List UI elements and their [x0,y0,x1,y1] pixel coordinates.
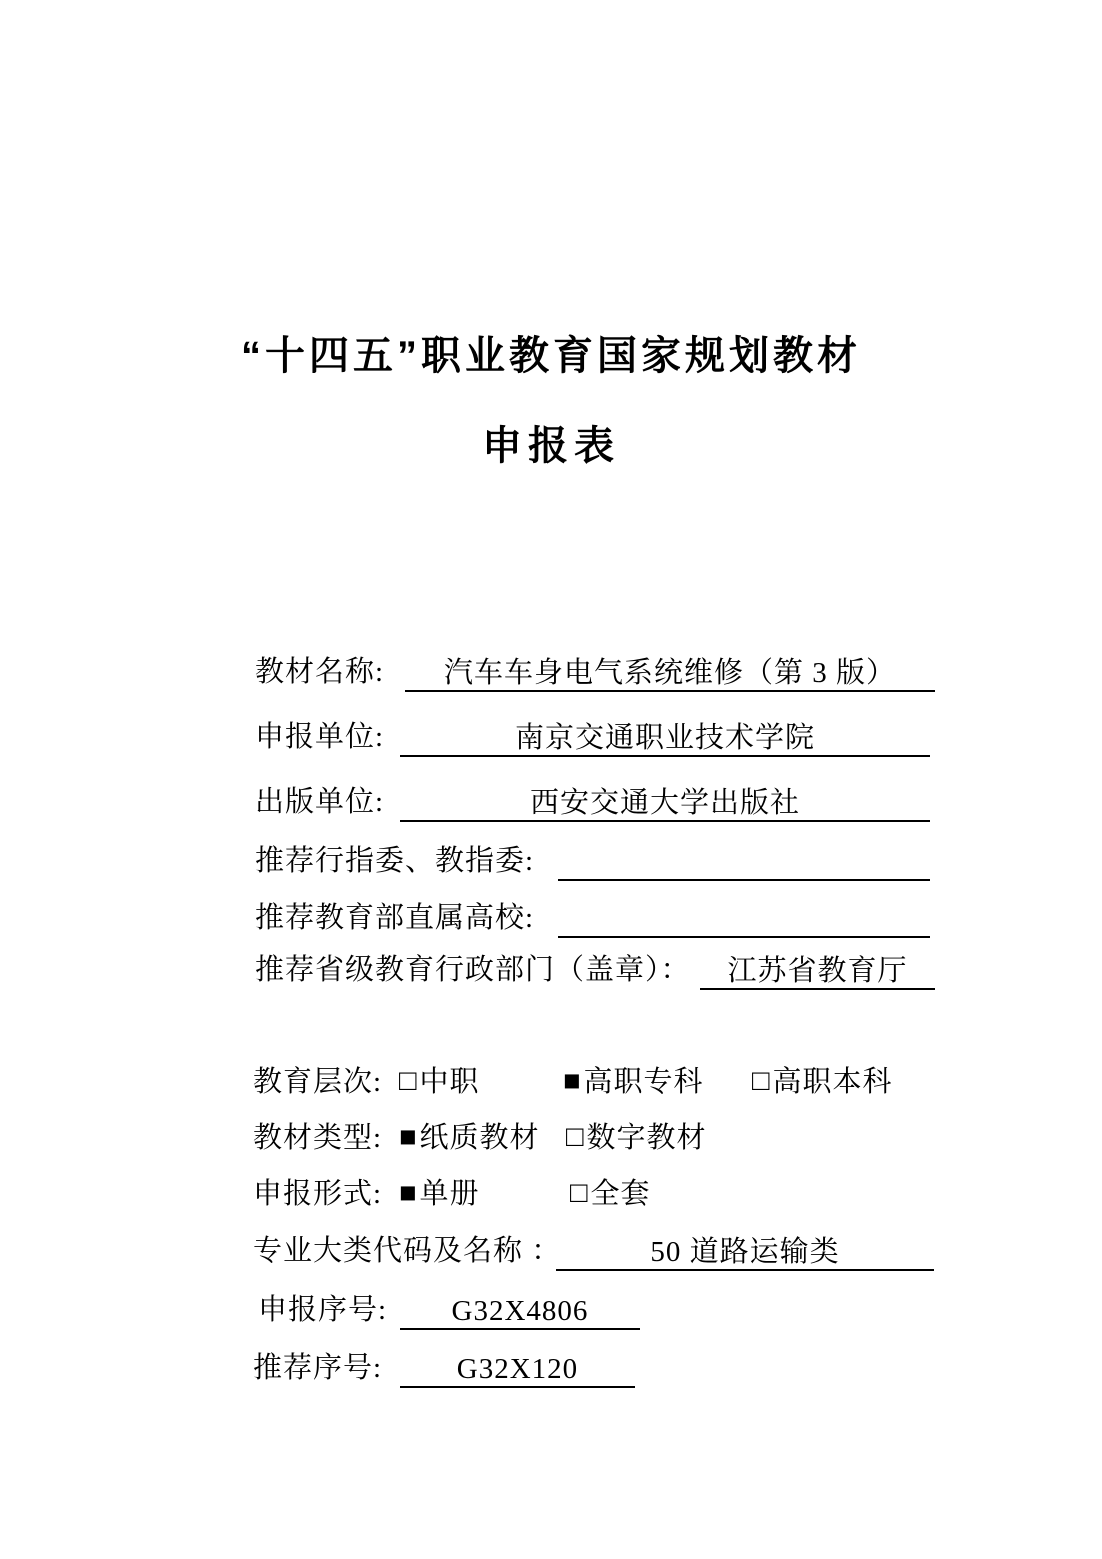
checkbox-unchecked-icon: □ [570,1177,589,1209]
checkbox-checked-icon: ■ [563,1065,582,1097]
option-zhongzhi [399,1062,480,1102]
checkbox-checked-icon: ■ [399,1177,418,1209]
major-category-label: 专业大类代码及名称 ： [253,1235,562,1267]
field-row-textbook-name [0,652,1102,692]
publisher-label: 出版单位: [255,786,385,818]
education-level-label: 教育层次: [253,1066,383,1098]
option-single-volume [399,1174,480,1214]
option-paper-textbook [399,1118,540,1158]
option-label: 数字教材 [586,1122,707,1154]
option-row-education-level [0,1062,1102,1102]
application-form-label: 申报形式: [253,1178,383,1210]
applicant-unit-value: 南京交通职业技术学院 [400,717,930,757]
field-row-major-category [0,1231,1102,1271]
option-label: 全套 [590,1178,651,1210]
publisher-value: 西安交通大学出版社 [400,782,930,822]
recommend-university-label: 推荐教育部直属高校: [255,902,535,934]
option-label: 纸质教材 [419,1122,540,1154]
recommend-serial-label: 推荐序号: [253,1352,383,1384]
field-row-recommend-committee [0,841,1102,881]
form-title-line2: 申报表 [482,424,620,468]
option-digital-textbook [566,1118,707,1158]
application-serial-label: 申报序号: [258,1294,388,1326]
recommend-university-value [558,898,930,938]
form-title-line1: “十四五”职业教育国家规划教材 [241,334,861,378]
recommend-provincial-dept-value: 江苏省教育厅 [700,950,935,990]
option-row-textbook-type [0,1118,1102,1158]
option-full-set [570,1174,651,1214]
application-serial-value: G32X4806 [400,1290,640,1330]
field-row-recommend-serial [0,1348,1102,1388]
field-row-applicant-unit [0,717,1102,757]
recommend-committee-label: 推荐行指委、教指委: [255,845,535,877]
applicant-unit-label: 申报单位: [255,721,385,753]
option-label: 高职本科 [772,1066,893,1098]
field-row-application-serial [0,1290,1102,1330]
field-row-recommend-university [0,898,1102,938]
option-label: 单册 [419,1178,480,1210]
checkbox-unchecked-icon: □ [752,1065,771,1097]
recommend-serial-value: G32X120 [400,1348,635,1388]
textbook-name-value: 汽车车身电气系统维修（第 3 版） [405,652,935,692]
checkbox-checked-icon: ■ [399,1121,418,1153]
checkbox-unchecked-icon: □ [566,1121,585,1153]
textbook-name-label: 教材名称: [255,656,385,688]
option-row-application-form [0,1174,1102,1214]
option-label: 中职 [419,1066,480,1098]
major-category-value: 50 道路运输类 [556,1231,934,1271]
field-row-recommend-provincial-dept [0,950,1102,990]
recommend-provincial-dept-label: 推荐省级教育行政部门（盖章）： [255,954,691,986]
option-gaozhi-benke [752,1062,893,1102]
textbook-type-label: 教材类型: [253,1122,383,1154]
field-row-publisher [0,782,1102,822]
option-label: 高职专科 [583,1066,704,1098]
option-gaozhi-zhuanke [563,1062,704,1102]
recommend-committee-value [558,841,930,881]
checkbox-unchecked-icon: □ [399,1065,418,1097]
